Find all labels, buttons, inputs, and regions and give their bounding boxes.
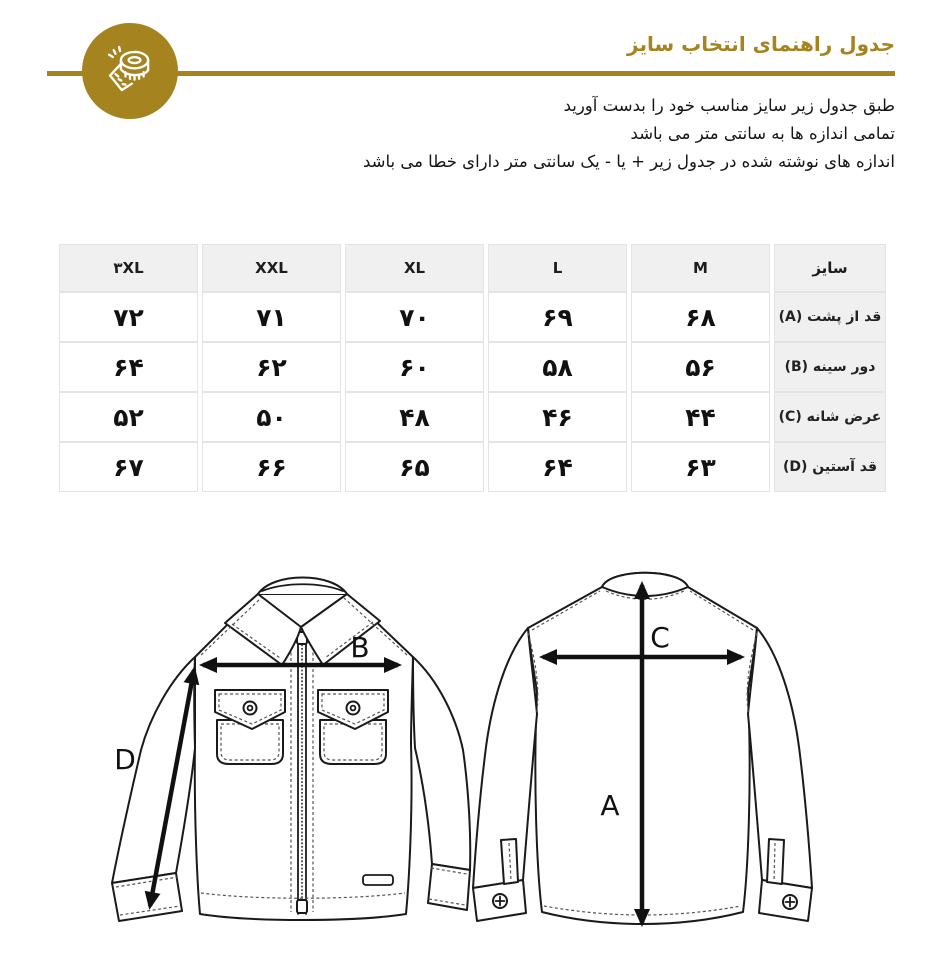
table-row-sleeve bbox=[59, 442, 886, 492]
row-label: قد از پشت (A) bbox=[774, 292, 886, 342]
cell-value: ۵۰ bbox=[202, 392, 341, 442]
column-header-xxl: XXL bbox=[202, 244, 341, 292]
measure-label-d: D bbox=[114, 743, 136, 776]
measure-label-b: B bbox=[350, 631, 370, 664]
measuring-tape-icon bbox=[82, 23, 178, 119]
column-header-3xl: ۳XL bbox=[59, 244, 198, 292]
measuring-tape-glyph bbox=[101, 42, 159, 100]
instructions-block bbox=[363, 92, 895, 176]
table-row-back-length bbox=[59, 292, 886, 342]
cell-value: ۶۷ bbox=[59, 442, 198, 492]
row-label: عرض شانه (C) bbox=[774, 392, 886, 442]
instruction-line-2: تمامی اندازه ها به سانتی متر می باشد bbox=[630, 124, 895, 143]
cell-value: ۵۶ bbox=[631, 342, 770, 392]
cell-value: ۵۸ bbox=[488, 342, 627, 392]
cell-value: ۶۵ bbox=[345, 442, 484, 492]
column-header-m: M bbox=[631, 244, 770, 292]
instruction-line-3: اندازه های نوشته شده در جدول زیر + یا - یک سانتی متر دارای خطا می باشد bbox=[362, 152, 895, 171]
shirt-back-diagram bbox=[460, 562, 820, 947]
table-header-row bbox=[59, 244, 886, 292]
cell-value: ۶۹ bbox=[488, 292, 627, 342]
cell-value: ۵۲ bbox=[59, 392, 198, 442]
measurement-diagrams bbox=[0, 562, 942, 962]
measure-label-a: A bbox=[600, 789, 620, 822]
cell-value: ۷۲ bbox=[59, 292, 198, 342]
table-row-chest bbox=[59, 342, 886, 392]
cell-value: ۶۲ bbox=[202, 342, 341, 392]
page-title: جدول راهنمای انتخاب سایز bbox=[627, 32, 895, 56]
size-table bbox=[55, 244, 890, 492]
cell-value: ۶۶ bbox=[202, 442, 341, 492]
cell-value: ۶۳ bbox=[631, 442, 770, 492]
row-label: دور سینه (B) bbox=[774, 342, 886, 392]
cell-value: ۴۸ bbox=[345, 392, 484, 442]
cell-value: ۷۱ bbox=[202, 292, 341, 342]
cell-value: ۴۶ bbox=[488, 392, 627, 442]
row-label: قد آستین (D) bbox=[774, 442, 886, 492]
instruction-line-1: طبق جدول زیر سایز مناسب خود را بدست آورید bbox=[563, 96, 895, 115]
column-header-size: سایز bbox=[774, 244, 886, 292]
cell-value: ۴۴ bbox=[631, 392, 770, 442]
table-row-shoulder bbox=[59, 392, 886, 442]
cell-value: ۶۸ bbox=[631, 292, 770, 342]
shirt-front-diagram bbox=[95, 562, 475, 942]
cell-value: ۶۰ bbox=[345, 342, 484, 392]
measure-label-c: C bbox=[650, 621, 670, 654]
cell-value: ۷۰ bbox=[345, 292, 484, 342]
cell-value: ۶۴ bbox=[488, 442, 627, 492]
column-header-l: L bbox=[488, 244, 627, 292]
size-table-wrapper bbox=[55, 244, 890, 492]
cell-value: ۶۴ bbox=[59, 342, 198, 392]
column-header-xl: XL bbox=[345, 244, 484, 292]
